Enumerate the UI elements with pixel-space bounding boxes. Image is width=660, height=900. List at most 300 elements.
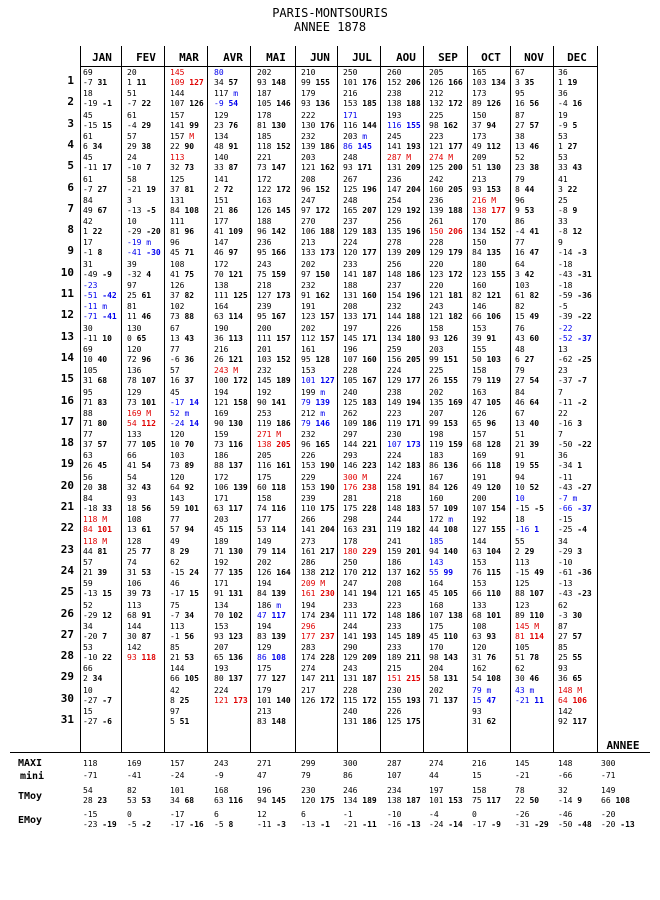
min-mean-temp <box>472 611 516 621</box>
min-mean-temp <box>472 440 516 450</box>
mean-temp: 101 <box>481 610 501 620</box>
max-temp: 97 <box>127 281 137 290</box>
min-mean-temp <box>257 568 301 578</box>
min-temp: 121 <box>214 695 229 705</box>
min-mean-temp <box>301 440 345 450</box>
day-cell <box>257 324 301 344</box>
max-temp: 128 <box>127 536 142 546</box>
max-temp: 61 <box>127 110 137 120</box>
min-mean-temp <box>515 78 559 88</box>
day-cell <box>343 686 387 706</box>
day-cell <box>558 473 602 493</box>
tmoy-mean: 145 <box>266 796 286 805</box>
emoy-mean: -11 <box>357 820 377 829</box>
mean-temp: 106 <box>567 695 587 705</box>
min-mean-temp <box>558 99 602 109</box>
max-temp: 271 M <box>257 430 282 440</box>
max-temp: 178 <box>343 536 358 546</box>
min-mean-temp <box>429 291 473 301</box>
min-mean-temp <box>515 653 559 663</box>
min-mean-temp <box>301 142 345 152</box>
extreme-mark: M <box>271 430 282 440</box>
mean-temp: 81 <box>179 184 195 194</box>
day-cell <box>301 558 345 578</box>
mean-temp: 204 <box>401 184 421 194</box>
mean-temp: 108 <box>438 525 458 535</box>
min-temp: 96 <box>301 184 311 194</box>
min-mean-temp <box>170 376 214 386</box>
day-cell <box>387 707 431 727</box>
min-temp: 32 <box>127 482 137 492</box>
min-temp: -66 <box>558 504 573 513</box>
mean-temp: 171 <box>401 418 421 428</box>
day-cell <box>472 196 516 216</box>
min-mean-temp <box>343 376 387 386</box>
day-cell <box>83 430 127 450</box>
mean-temp: 159 <box>266 269 286 279</box>
max-temp: 141 <box>214 174 229 184</box>
min-temp: 141 <box>301 525 316 535</box>
min-temp: 84 <box>472 248 482 258</box>
month-header: NOV <box>524 51 544 64</box>
max-temp: 230 <box>387 430 402 440</box>
min-mean-temp <box>387 248 431 258</box>
min-temp: 95 <box>257 248 267 258</box>
min-temp: 161 <box>301 589 316 599</box>
day-number: 17 <box>60 414 74 428</box>
day-number: 6 <box>67 180 74 194</box>
min-temp: -50 <box>558 440 573 450</box>
mean-temp: 99 <box>438 567 454 577</box>
mean-temp: 139 <box>228 482 248 492</box>
mean-temp: 172 <box>315 695 335 705</box>
mean-temp: 211 <box>315 674 335 684</box>
mean-temp: 112 <box>481 141 501 151</box>
mean-temp: 109 <box>223 227 243 237</box>
min-temp: 71 <box>83 418 93 428</box>
mean-temp: 114 <box>223 312 243 322</box>
day-cell <box>301 473 345 493</box>
min-mean-temp <box>387 632 431 642</box>
min-mean-temp <box>257 227 301 237</box>
emoy-max: -4 <box>429 810 439 819</box>
mean-temp: 108 <box>481 674 501 684</box>
max-temp: 163 <box>257 195 272 205</box>
min-temp: 148 <box>387 610 402 620</box>
tmoy-min-mean <box>515 796 539 806</box>
mean-temp: 57 <box>567 631 583 641</box>
max-temp: 273 <box>301 536 316 546</box>
min-mean-temp <box>214 291 258 301</box>
tmoy-mean: 116 <box>223 796 243 805</box>
max-temp: 218 <box>387 494 402 503</box>
mean-temp: 87 <box>223 163 239 173</box>
mean-temp: 107 <box>136 376 156 386</box>
emoy-mean: -29 <box>529 820 549 829</box>
mean-temp: -23 <box>572 589 592 599</box>
min-mean-temp <box>472 674 516 684</box>
min-mean-temp <box>387 525 431 535</box>
max-temp: 79 <box>515 174 525 184</box>
mean-temp: 166 <box>266 248 286 258</box>
min-mean-temp <box>257 185 301 195</box>
mean-temp: 207 <box>357 205 377 215</box>
day-cell <box>387 558 431 578</box>
min-mean-temp <box>429 376 473 386</box>
max-temp: 186 m <box>257 600 282 610</box>
day-cell <box>83 579 127 599</box>
min-mean-temp <box>301 227 345 237</box>
min-mean-temp <box>387 568 431 578</box>
min-temp: 90 <box>214 418 224 428</box>
min-temp: 134 <box>472 227 487 237</box>
emoy-min-mean <box>387 820 421 830</box>
mean-temp: 57 <box>223 78 239 87</box>
min-temp: 93 <box>429 333 439 343</box>
max-temp: 210 <box>301 68 316 77</box>
extreme-mark: M <box>97 536 108 546</box>
min-temp: 68 <box>472 610 482 620</box>
mean-temp: 127 <box>184 78 204 87</box>
min-temp: 175 <box>343 504 358 513</box>
day-number: 30 <box>60 691 74 705</box>
mean-temp: 35 <box>519 78 535 87</box>
min-mean-temp <box>472 355 516 365</box>
day-cell <box>170 601 214 621</box>
min-temp: -15 <box>515 567 530 577</box>
day-cell <box>429 217 473 237</box>
day-cell <box>301 579 345 599</box>
mean-temp: 153 <box>438 418 458 428</box>
mean-temp: 108 <box>179 205 199 215</box>
day-cell <box>343 473 387 493</box>
emoy-min-mean <box>515 820 549 830</box>
min-mean-temp <box>343 206 387 216</box>
mean-temp: 221 <box>357 440 377 450</box>
min-mean-temp <box>472 376 516 386</box>
min-temp: 91 <box>214 589 224 599</box>
mean-temp: 40 <box>92 354 108 364</box>
min-temp: 160 <box>429 184 444 194</box>
min-mean-temp <box>214 99 258 109</box>
max-temp: 197 <box>343 323 358 333</box>
min-mean-temp <box>387 291 431 301</box>
mini-value: 86 <box>343 771 353 780</box>
mean-temp: 45 <box>92 461 108 471</box>
day-number: 7 <box>67 201 74 215</box>
day-cell <box>257 686 301 706</box>
mean-temp: 49 <box>524 312 540 322</box>
min-mean-temp <box>558 632 602 642</box>
max-temp: 173 <box>472 131 487 141</box>
mean-temp: 179 <box>443 248 463 258</box>
day-cell <box>387 302 431 322</box>
day-cell <box>515 345 559 365</box>
max-temp: 52 <box>83 600 93 610</box>
max-temp: 133 <box>127 430 142 440</box>
day-cell <box>257 388 301 408</box>
day-number: 5 <box>67 159 74 173</box>
min-temp: 129 <box>387 376 402 386</box>
mean-temp: 105 <box>438 589 458 599</box>
min-temp: 84 <box>83 525 93 535</box>
mean-temp: 173 <box>228 695 248 705</box>
min-mean-temp <box>429 632 473 642</box>
mean-temp: 1 <box>572 461 583 471</box>
min-mean-temp <box>558 653 602 663</box>
min-temp: -15 <box>515 504 530 513</box>
day-cell <box>387 409 431 429</box>
min-temp: 21 <box>83 567 93 577</box>
mean-temp: 105 <box>136 440 156 450</box>
day-cell <box>83 132 127 152</box>
min-mean-temp <box>387 589 431 599</box>
maxi-value: 169 <box>127 759 142 768</box>
day-cell <box>83 558 127 578</box>
max-temp: 130 <box>127 323 142 333</box>
max-temp: 126 <box>472 408 487 418</box>
max-temp: 253 <box>257 408 272 418</box>
min-temp: 23 <box>214 120 224 130</box>
min-temp: 121 <box>387 589 402 599</box>
day-cell <box>343 89 387 109</box>
mean-temp: 182 <box>401 525 421 535</box>
min-temp: 137 <box>387 567 402 577</box>
min-temp: -59 <box>558 291 573 300</box>
min-temp: 119 <box>387 525 402 535</box>
min-temp: 129 <box>387 205 402 215</box>
min-mean-temp <box>301 185 345 195</box>
min-mean-temp <box>83 653 127 663</box>
day-cell <box>429 451 473 471</box>
tmoy-min: 34 <box>170 796 180 805</box>
min-mean-temp <box>515 504 559 514</box>
mean-temp: -1 <box>97 99 112 109</box>
min-temp: 31 <box>127 567 137 577</box>
day-cell <box>515 579 559 599</box>
day-cell <box>558 89 602 109</box>
mean-temp: 200 <box>443 163 463 173</box>
min-mean-temp <box>301 653 345 663</box>
day-cell <box>429 430 473 450</box>
min-temp: -29 <box>558 546 573 556</box>
max-temp: 244 <box>387 515 402 525</box>
min-temp: 144 <box>387 312 402 322</box>
day-cell <box>170 494 214 514</box>
day-cell <box>387 451 431 471</box>
mean-temp: 87 <box>136 631 152 641</box>
min-mean-temp <box>83 483 127 493</box>
day-cell <box>343 302 387 322</box>
max-temp: 202 <box>301 323 316 333</box>
min-mean-temp <box>301 461 345 471</box>
min-mean-temp <box>301 674 345 684</box>
min-mean-temp <box>170 227 214 237</box>
max-temp: 94 <box>515 472 525 482</box>
max-temp: 120 <box>127 344 142 354</box>
max-temp: 46 <box>170 579 180 589</box>
emoy-max: -1 <box>343 810 353 819</box>
min-mean-temp <box>83 206 127 216</box>
mean-temp: 7 <box>97 631 108 641</box>
day-number: 9 <box>67 244 74 258</box>
max-temp: 106 <box>127 579 142 589</box>
max-temp: 9 <box>558 238 563 248</box>
min-temp: 101 <box>343 78 358 87</box>
extreme-mark: M <box>529 621 540 631</box>
min-temp: 25 <box>127 546 137 556</box>
min-mean-temp <box>429 589 473 599</box>
min-temp: -8 <box>558 227 568 237</box>
day-cell <box>170 707 214 727</box>
day-cell <box>170 473 214 493</box>
min-temp: -16 <box>558 418 573 428</box>
min-mean-temp <box>83 674 127 684</box>
mean-temp: 86 <box>223 205 239 215</box>
day-cell <box>83 515 127 535</box>
day-cell <box>387 494 431 514</box>
day-cell <box>515 175 559 195</box>
min-mean-temp <box>127 248 171 258</box>
day-cell <box>301 324 345 344</box>
min-temp: 152 <box>387 78 402 87</box>
min-mean-temp <box>343 547 387 557</box>
day-cell <box>301 366 345 386</box>
day-cell <box>343 153 387 173</box>
min-mean-temp <box>257 525 301 535</box>
min-mean-temp <box>170 312 214 322</box>
day-cell <box>170 260 214 280</box>
day-cell <box>387 153 431 173</box>
min-temp: 44 <box>429 525 439 535</box>
mean-temp: 137 <box>223 461 243 471</box>
max-temp: 232 <box>301 281 316 290</box>
mean-temp: 165 <box>310 440 330 450</box>
min-mean-temp <box>558 504 602 514</box>
mean-temp: 103 <box>481 354 501 364</box>
day-cell <box>472 68 516 88</box>
min-temp: 79 <box>257 546 267 556</box>
day-cell <box>558 664 602 684</box>
mean-temp: 38 <box>524 163 540 173</box>
mean-temp: 187 <box>357 269 377 279</box>
day-cell <box>387 132 431 152</box>
max-temp: 247 <box>343 579 358 589</box>
max-temp: 10 <box>127 217 137 227</box>
day-cell <box>257 175 301 195</box>
mean-temp: 108 <box>266 653 286 663</box>
mean-temp: 104 <box>481 546 501 556</box>
min-mean-temp <box>515 312 559 322</box>
mean-temp: 138 <box>443 610 463 620</box>
max-temp: 53 <box>558 153 568 163</box>
day-cell <box>515 281 559 301</box>
mean-temp: 55 <box>567 653 583 663</box>
day-cell <box>170 153 214 173</box>
min-mean-temp <box>214 270 258 280</box>
max-temp: 159 <box>214 430 229 440</box>
month-header: AVR <box>223 51 243 64</box>
min-temp: 153 <box>343 99 358 109</box>
max-temp: 151 <box>214 195 229 205</box>
mean-temp: 191 <box>401 482 421 492</box>
min-mean-temp <box>472 99 516 109</box>
mean-temp: 212 <box>357 567 377 577</box>
mean-temp: 78 <box>524 653 540 663</box>
mean-temp: 189 <box>401 631 421 641</box>
month-header: FEV <box>136 51 156 64</box>
min-temp: 145 <box>387 631 402 641</box>
min-mean-temp <box>83 611 127 621</box>
maxi-value: 118 <box>83 759 98 768</box>
max-temp: 87 <box>558 621 568 631</box>
min-mean-temp <box>343 525 387 535</box>
mean-temp: 157 <box>271 333 291 343</box>
day-cell <box>558 515 602 535</box>
min-mean-temp <box>83 334 127 344</box>
max-temp: 218 <box>257 281 272 290</box>
min-mean-temp <box>515 419 559 429</box>
emoy-max: 0 <box>127 810 132 819</box>
day-cell <box>472 238 516 258</box>
mean-temp: 172 <box>228 376 248 386</box>
mean-temp: 3 <box>572 546 583 556</box>
min-temp: 177 <box>301 631 316 641</box>
day-number: 14 <box>60 350 74 364</box>
min-temp: 65 <box>214 653 224 663</box>
max-temp: 95 <box>83 387 93 397</box>
mean-temp: 153 <box>481 184 501 194</box>
min-mean-temp <box>127 185 171 195</box>
max-temp: 172 <box>257 174 272 184</box>
mean-temp: 190 <box>315 461 335 471</box>
max-temp: 170 <box>429 643 444 653</box>
day-cell <box>558 68 602 88</box>
day-cell <box>558 707 602 727</box>
emoy-mean: -2 <box>136 820 152 829</box>
min-temp: 121 <box>429 141 444 151</box>
day-cell <box>429 579 473 599</box>
min-mean-temp <box>301 355 345 365</box>
max-temp: 18 <box>515 515 525 525</box>
min-mean-temp <box>558 589 602 599</box>
mean-temp: 15 <box>184 589 199 599</box>
min-temp: 125 <box>343 397 358 407</box>
min-temp: 68 <box>127 610 137 620</box>
mean-temp: 9 <box>567 205 578 215</box>
max-temp: 286 <box>301 557 316 567</box>
min-mean-temp <box>127 312 171 322</box>
mean-temp: 183 <box>401 461 421 471</box>
max-temp: 175 <box>429 621 444 631</box>
day-cell <box>429 601 473 621</box>
max-temp: 144 <box>127 621 142 631</box>
day-cell <box>558 345 602 365</box>
min-mean-temp <box>515 547 559 557</box>
day-cell <box>127 409 171 429</box>
day-cell <box>214 324 258 344</box>
mean-temp: 201 <box>401 546 421 556</box>
max-temp: 207 <box>429 408 444 418</box>
tmoy-max: 168 <box>214 786 229 795</box>
max-temp: 120 <box>170 472 185 482</box>
min-temp: 41 <box>170 269 180 279</box>
mean-temp: 186 <box>357 418 377 428</box>
day-cell <box>472 302 516 322</box>
min-mean-temp <box>170 206 214 216</box>
day-cell <box>387 366 431 386</box>
max-temp: 42 <box>170 685 180 695</box>
